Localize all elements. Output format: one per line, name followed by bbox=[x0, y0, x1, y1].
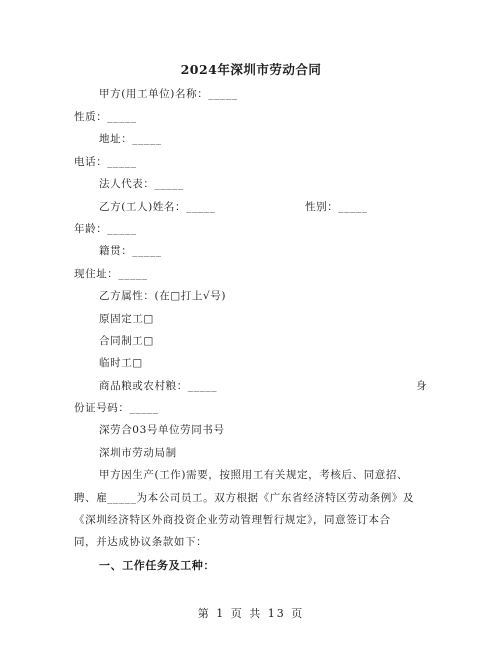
section-heading: 一、工作任务及工种： bbox=[99, 559, 215, 572]
party-b-gender-line: 性别：_____ bbox=[305, 201, 368, 213]
option-permanent-worker: 原固定工□ bbox=[99, 313, 154, 325]
party-a-phone-line: 电话：_____ bbox=[74, 156, 137, 168]
paragraph-line-3: 《深圳经济特区外商投资企业劳动管理暂行规定》，同意签订本合 bbox=[74, 514, 391, 526]
document-title: 2024年深圳市劳动合同 bbox=[180, 62, 322, 77]
id-number-line: 份证号码：_____ bbox=[74, 402, 159, 414]
id-label-start: 身 bbox=[416, 380, 428, 392]
party-a-address-line: 地址：_____ bbox=[99, 133, 162, 145]
party-b-attribute-line: 乙方属性：(在□打上√号) bbox=[99, 290, 227, 302]
paragraph-line-2: 聘、雇_____为本公司员工。双方根据《广东省经济特区劳动条例》及 bbox=[74, 492, 415, 504]
grain-type-line: 商品粮或农村粮：_____ bbox=[99, 380, 218, 392]
issuer-line: 深圳市劳动局制 bbox=[99, 447, 177, 459]
legal-representative-line: 法人代表：_____ bbox=[99, 178, 184, 190]
party-a-name-line: 甲方(用工单位)名称：_____ bbox=[99, 88, 238, 100]
party-b-name-line: 乙方(工人)姓名：_____ bbox=[99, 201, 216, 213]
party-b-origin-line: 籍贯：_____ bbox=[99, 245, 162, 257]
contract-number-line: 深劳合03号单位劳同书号 bbox=[99, 424, 225, 436]
paragraph-line-1: 甲方因生产(工作)需要，按照用工有关规定，考核后、同意招、 bbox=[99, 469, 409, 481]
option-temporary-worker: 临时工□ bbox=[99, 357, 143, 369]
paragraph-line-4: 同，并达成协议条款如下： bbox=[74, 536, 208, 548]
page-footer: 第 1 页 共 13 页 bbox=[197, 607, 305, 620]
party-a-nature-line: 性质：_____ bbox=[74, 111, 137, 123]
option-contract-worker: 合同制工□ bbox=[99, 335, 154, 347]
party-b-age-line: 年龄：_____ bbox=[74, 223, 137, 235]
party-b-residence-line: 现住址：_____ bbox=[74, 268, 148, 280]
